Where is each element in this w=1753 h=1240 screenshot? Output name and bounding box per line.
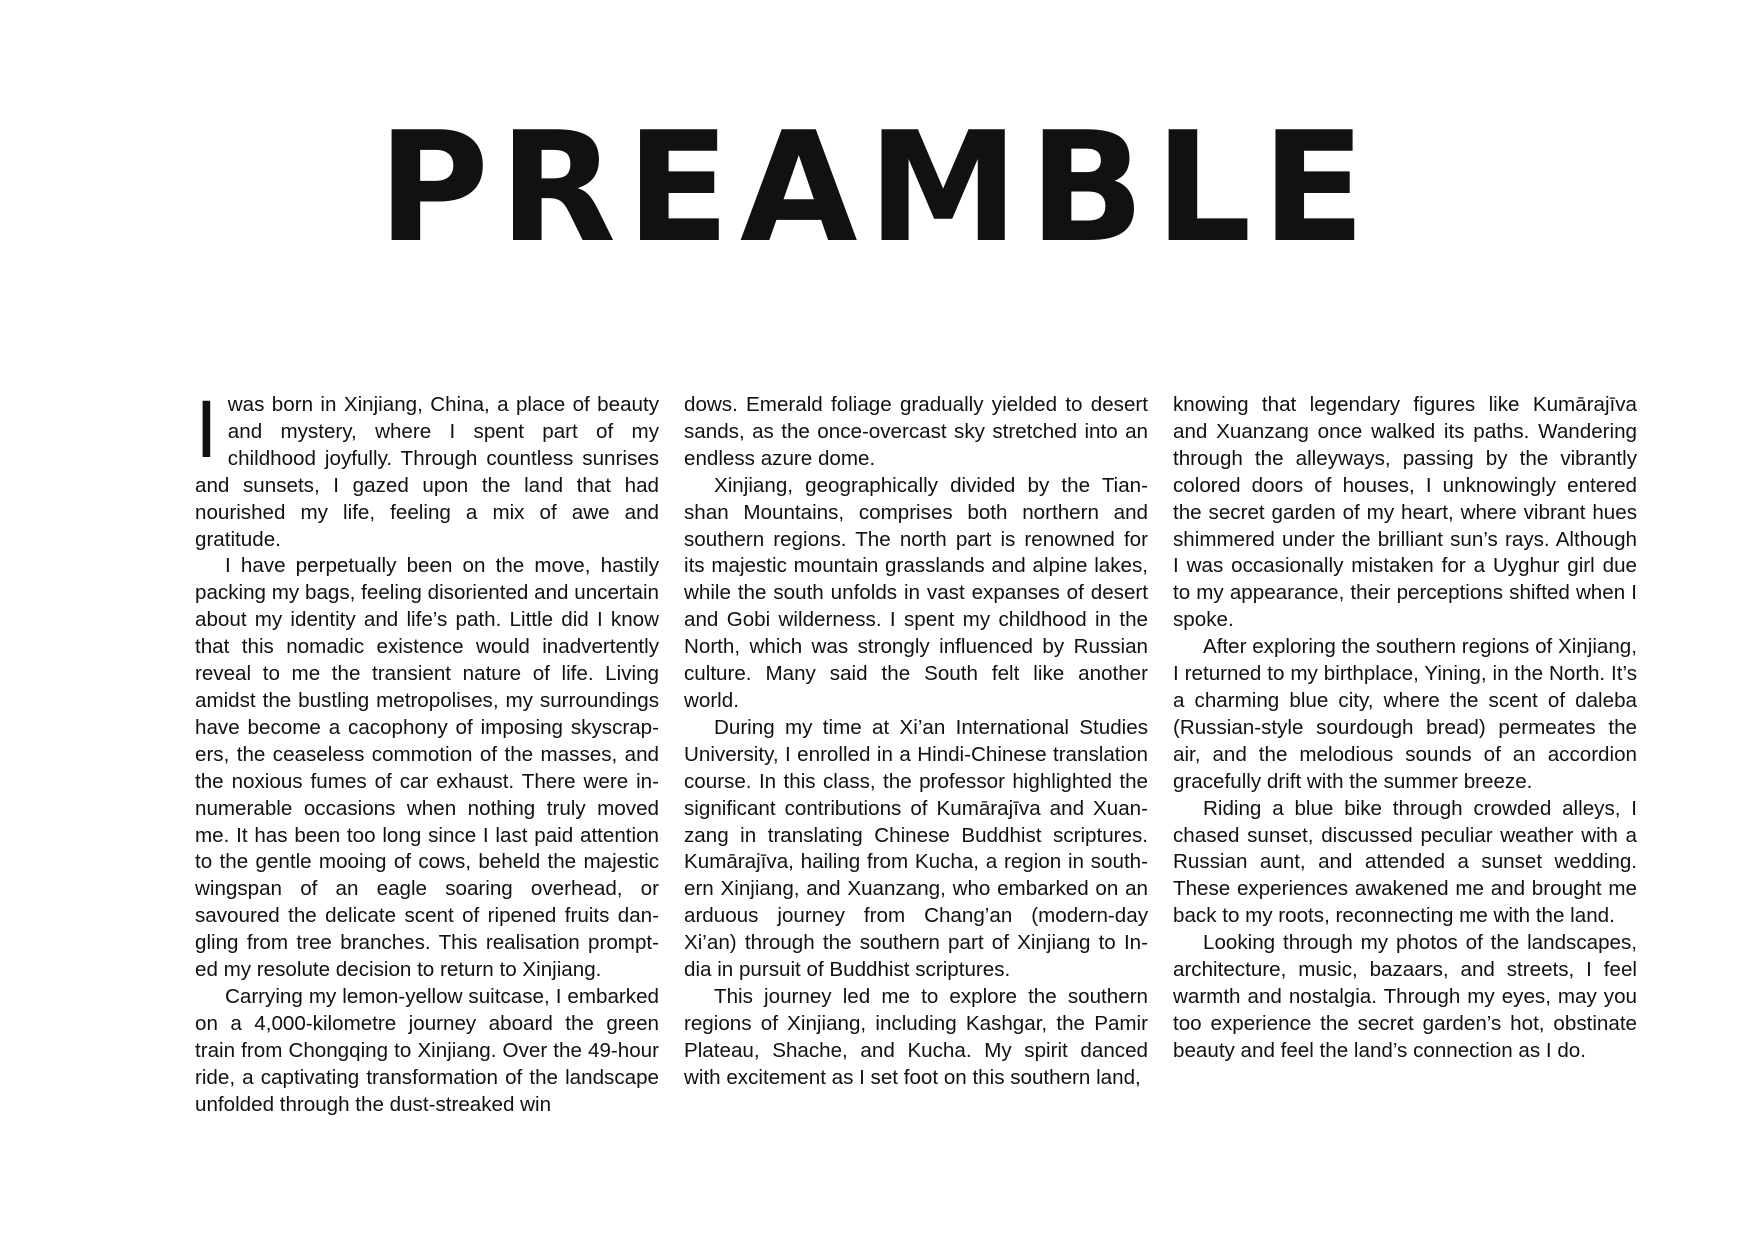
text-column-1 bbox=[195, 384, 659, 1118]
paragraph: Riding a blue bike through crowded alleys, I chased sunset, discussed peculiar weather with a Russian aunt, and attended a sunset wedding. These experiences awakened me and brought me back to my roots, reconnecting me with the land. bbox=[1173, 796, 1637, 928]
paragraph: knowing that legendary figures like Kumārajīva and Xuanzang once walked its paths. Wandering through the alleyways, passing by the vibrantly colored doors of houses, I unknowingly entered the secret garden of my heart, where vibrant hues shimmered under the brilliant sun’s rays. Although I was occasionally mistaken for a Uyghur girl due to my appearance, their perceptions shifted when I spoke. bbox=[1173, 393, 1637, 632]
body-columns bbox=[195, 384, 1637, 1118]
drop-cap: I bbox=[195, 384, 218, 475]
paragraph: Carrying my lemon-yellow suitcase, I embarked on a 4,000-kilometre journey aboard the green train from Chongqing to Xinjiang. Over the 49-hour ride, a captivating transformation of the landscape unfolded through the dust-streaked win bbox=[195, 984, 659, 1116]
paragraph: This journey led me to explore the southern regions of Xinjiang, including Kashgar, the Pamir Plateau, Shache, and Kucha. My spirit danced with excitement as I set foot on this southern land, bbox=[684, 984, 1148, 1089]
page-title: PREAMBLE bbox=[377, 99, 1376, 276]
text-column-2 bbox=[684, 392, 1148, 1118]
text-column-3 bbox=[1173, 392, 1637, 1118]
paragraph: Looking through my photos of the landscapes, architecture, music, bazaars, and streets, I feel warmth and nostalgia. Through my eyes, may you too experience the secret garden’s hot, obstinate beauty and feel the land’s connection as I do. bbox=[1173, 931, 1637, 1062]
paragraph: dows. Emerald foliage gradually yielded to desert sands, as the once-overcast sky stretched into an endless azure dome. bbox=[684, 393, 1148, 470]
paragraph: I have perpetually been on the move, hastily packing my bags, feeling disoriented and uncertain about my identity and life’s path. Little did I know that this nomadic existence would inadvertently reveal to me the transient nature of life. Living amidst the bustling metropolises, my surroundings have become a cacophony of imposing skyscrapers, the ceaseless commotion of the masses, and the noxious fumes of car exhaust. There were innumerable occasions when nothing truly moved me. It has been too long since I last paid attention to the gentle mooing of cows, beheld the majestic wingspan of an eagle soaring overhead, or savoured the delicate scent of ripened fruits dangling from tree branches. This realisation prompted my resolute decision to return to Xinjiang. bbox=[195, 554, 659, 982]
paragraph bbox=[195, 384, 659, 553]
paragraph: Xinjiang, geographically divided by the Tianshan Mountains, comprises both northern and southern regions. The north part is renowned for its majestic mountain grasslands and alpine lakes, while the south unfolds in vast expanses of desert and Gobi wilderness. I spent my childhood in the North, which was strongly influenced by Russian culture. Many said the South felt like another world. bbox=[684, 473, 1148, 712]
paragraph: After exploring the southern regions of Xinjiang, I returned to my birthplace, Yining, in the North. It’s a charming blue city, where the scent of daleba (Russian-style sourdough bread) permeates the air, and the melodious sounds of an accordion gracefully drift with the summer breeze. bbox=[1173, 635, 1637, 793]
paragraph: During my time at Xi’an International Studies University, I enrolled in a Hindi-Chinese translation course. In this class, the professor highlighted the significant contributions of Kumārajīva and Xuanzang in translating Chinese Buddhist scriptures. Kumārajīva, hailing from Kucha, a region in southern Xinjiang, and Xuanzang, who embarked on an arduous journey from Chang’an (modern-day Xi’an) through the southern part of Xinjiang to India in pursuit of Buddhist scriptures. bbox=[684, 715, 1148, 982]
paragraph-text: was born in Xinjiang, China, a place of beauty and mystery, where I spent part of my childhood joyfully. Through countless sunrises and sunsets, I gazed upon the land that had nourished my life, feeling a mix of awe and gratitude. bbox=[195, 393, 659, 551]
